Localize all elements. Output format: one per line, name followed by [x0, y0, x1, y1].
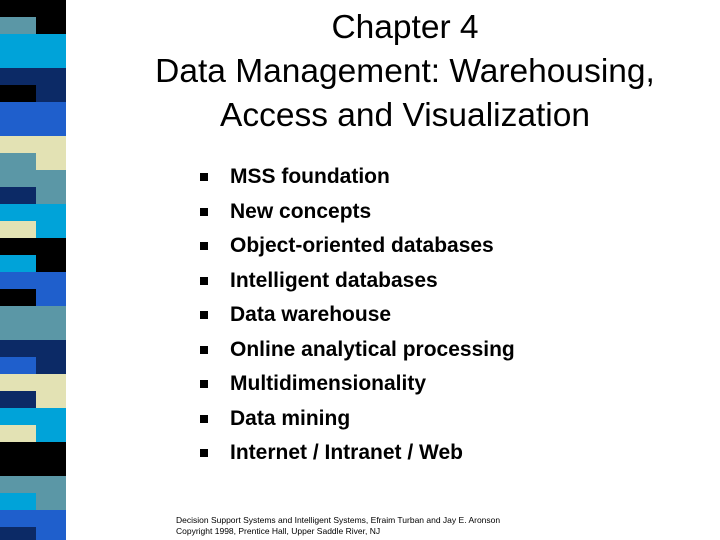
list-item-text: Multidimensionality [230, 372, 427, 396]
list-item-text: Data mining [230, 406, 351, 430]
list-item-text: Online analytical processing [230, 337, 515, 361]
list-item [200, 229, 515, 264]
list-item-text: Intelligent databases [230, 268, 438, 292]
decorative-side-stripe [0, 0, 66, 540]
square-bullet-icon [200, 173, 208, 181]
bullet-list [200, 160, 515, 471]
slide-footer [176, 515, 500, 536]
square-bullet-icon [200, 208, 208, 216]
footer-citation: Decision Support Systems and Intelligent Systems, Efraim Turban and Jay E. Aronson [176, 515, 501, 525]
list-item [200, 195, 515, 230]
title-line-3: Access and Visualization [220, 97, 590, 134]
square-bullet-icon [200, 242, 208, 250]
list-item-text: Object-oriented databases [230, 234, 494, 258]
list-item-text: MSS foundation [230, 165, 390, 189]
footer-copyright: Copyright 1998, Prentice Hall, Upper Saddle River, NJ [176, 525, 381, 536]
title-line-2: Data Management: Warehousing, [155, 53, 655, 90]
list-item [200, 298, 515, 333]
list-item [200, 367, 515, 402]
square-bullet-icon [200, 311, 208, 319]
square-bullet-icon [200, 380, 208, 388]
square-bullet-icon [200, 346, 208, 354]
square-bullet-icon [200, 277, 208, 285]
list-item [200, 402, 515, 437]
list-item [200, 333, 515, 368]
list-item-text: Internet / Intranet / Web [230, 441, 463, 465]
square-bullet-icon [200, 449, 208, 457]
list-item-text: Data warehouse [230, 303, 392, 327]
list-item [200, 436, 515, 471]
list-item-text: New concepts [230, 199, 372, 223]
list-item [200, 160, 515, 195]
square-bullet-icon [200, 415, 208, 423]
slide-title [90, 6, 720, 138]
list-item [200, 264, 515, 299]
title-line-1: Chapter 4 [331, 9, 479, 46]
stripe-block [0, 527, 36, 540]
